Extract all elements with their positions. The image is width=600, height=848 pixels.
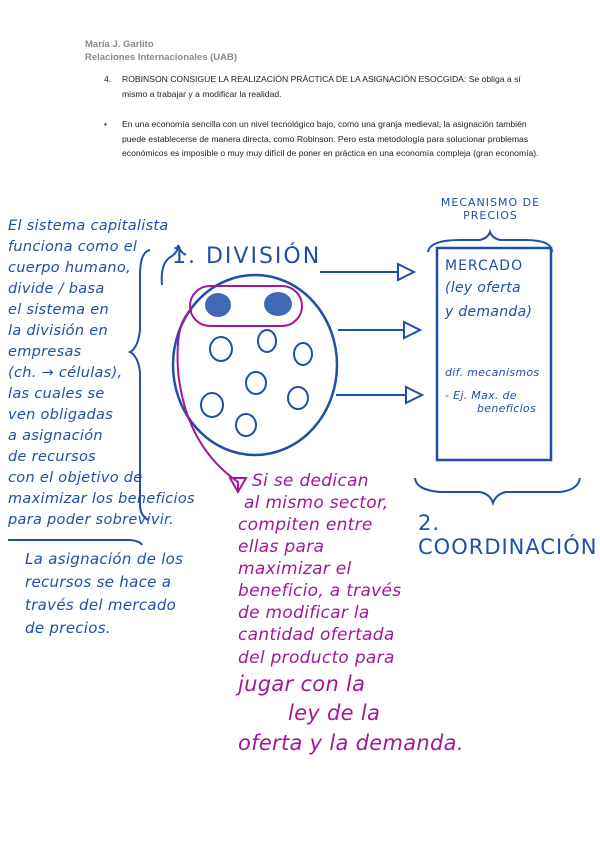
note-line: a asignación	[8, 428, 103, 444]
bullet-marker: •	[104, 119, 108, 129]
market-line: - Ej. Max. de	[445, 389, 517, 402]
market-line: (ley oferta	[445, 280, 521, 296]
cell	[236, 414, 256, 436]
market-line: beneficios	[477, 402, 536, 415]
separator-line	[8, 540, 142, 545]
note-line: El sistema capitalista	[8, 218, 169, 234]
note-line: beneficio, a través	[238, 581, 402, 601]
course-name: Relaciones Internacionales (UAB)	[85, 52, 238, 63]
note-line: para poder sobrevivir.	[8, 512, 174, 528]
purple-note	[238, 470, 538, 758]
note-line: (ch. → células),	[8, 365, 123, 381]
arrow-head	[406, 387, 422, 403]
note-line: de recursos	[8, 449, 97, 465]
note-line: La asignación de los	[25, 550, 184, 568]
note-line: funciona como el	[8, 239, 138, 255]
note-line: la división en	[8, 323, 108, 339]
division-label: 1. DIVISIÓN	[172, 244, 322, 269]
cell	[210, 337, 232, 361]
note-line: las cuales se	[8, 386, 105, 402]
filled-cell	[264, 292, 292, 316]
market-text	[445, 258, 549, 415]
author-name: María J. Garlito	[85, 39, 154, 50]
note-line: maximizar el	[238, 559, 352, 579]
title-line: MECANISMO DE	[440, 196, 541, 209]
item-text: ROBINSON CONSIGUE LA REALIZACIÓN PRÁCTICA DE LA ASIGNACIÓN ESOCGIDA: Se obliga a sí mismo a trabajar y a modificar la realidad.	[122, 74, 521, 99]
note-line: de precios.	[25, 619, 111, 637]
note-line: con el objetivo de	[8, 470, 143, 486]
arrow-head	[398, 264, 414, 280]
note-line: ellas para	[238, 537, 325, 557]
filled-cell	[205, 293, 231, 317]
market-line: dif. mecanismos	[445, 366, 540, 379]
note-line: cuerpo humano,	[8, 260, 131, 276]
cell	[258, 330, 276, 352]
market-line: y demanda)	[445, 304, 533, 320]
note-line: ven obligadas	[8, 407, 114, 423]
cell	[246, 372, 266, 394]
note-line: divide / basa	[8, 281, 105, 297]
note-line: el sistema en	[8, 302, 109, 318]
item-number: 4.	[104, 74, 112, 84]
arrow-head	[404, 322, 420, 338]
note-line: recursos se hace a	[25, 573, 172, 591]
note-line: Si se dedican	[252, 471, 369, 491]
note-line: cantidad ofertada	[238, 625, 395, 645]
left-bottom-note	[25, 548, 225, 640]
mechanism-title	[428, 196, 553, 222]
note-line: al mismo sector,	[244, 493, 389, 513]
bullet-text: En una economía sencilla con un nivel tecnológico bajo, como una granja medieval, la asignación también puede establecerse de manera directa, como Robinson. Pero esta metodología para solucionar problemas económicos es imposible o muy muy difícil de poner en práctica en una economía compleja (gran economía).	[122, 119, 539, 158]
market-heading: MERCADO	[445, 258, 524, 274]
cell	[288, 387, 308, 409]
note-line: ley de la	[288, 701, 381, 725]
note-line: oferta y la demanda.	[238, 731, 464, 755]
note-line: jugar con la	[238, 672, 366, 696]
note-line: empresas	[8, 344, 82, 360]
note-line: maximizar los beneficios	[8, 491, 195, 507]
note-line: compiten entre	[238, 515, 373, 535]
note-line: través del mercado	[25, 596, 177, 614]
title-line: PRECIOS	[463, 209, 518, 222]
cell	[294, 343, 312, 365]
coordination-label: 2. COORDINACIÓN	[418, 511, 598, 559]
note-line: de modificar la	[238, 603, 370, 623]
note-line: del producto para	[238, 648, 395, 668]
